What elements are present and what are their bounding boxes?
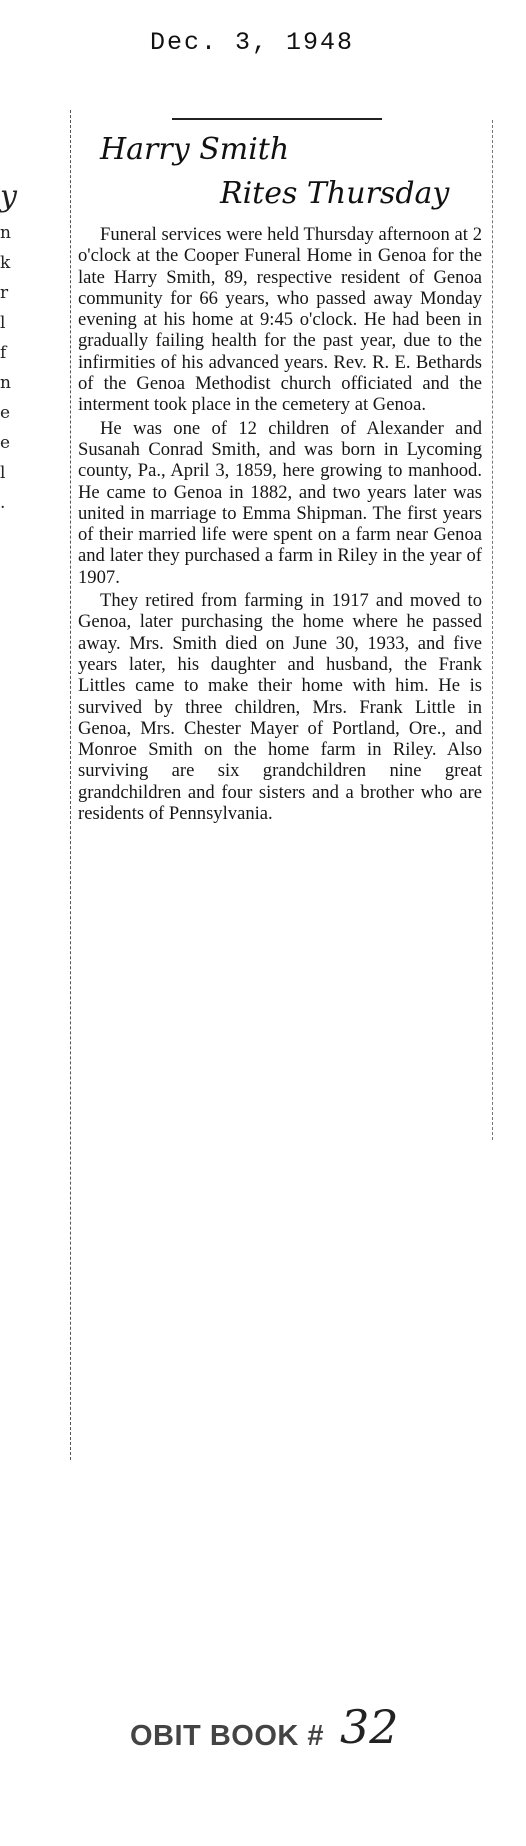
clipping-right-edge [492,120,494,1140]
headline-rule [172,118,382,120]
obit-book-stamp: OBIT BOOK # [130,1720,325,1752]
article-body [78,224,482,826]
headline-line-1: Harry Smith [100,132,290,167]
fragment-letter: n [0,223,11,243]
headline [76,128,496,216]
clipping-left-edge [70,110,72,1460]
date-stamp: Dec. 3, 1948 [150,28,355,57]
fragment-letter: l [0,313,6,333]
headline-line-2: Rites Thursday [220,176,450,211]
fragment-letter: r [0,283,9,303]
fragment-letter: f [0,343,7,363]
fragment-letter: e [0,433,11,453]
article-paragraph: Funeral services were held Thursday afternoon at 2 o'clock at the Cooper Funeral Home in Genoa for the late Harry Smith, 89, respective resident of Genoa community for 66 years, who passed away Monday evening at his home at 9:45 o'clock. He had been in gradually failing health for the past year, due to the infirmities of his advanced years. Rev. R. E. Bethards of the Genoa Methodist church officiated and the interment took place in the cemetery at Genoa. [78,224,482,416]
fragment-letter: e [0,403,11,423]
fragment-letter: y [0,179,17,214]
fragment-letter: n [0,373,11,393]
obit-book-number: 32 [340,1700,399,1754]
adjacent-column-fragment [0,176,20,518]
article-paragraph: They retired from farming in 1917 and moved to Genoa, later purchasing the home where he passed away. Mrs. Smith died on June 30, 1933, and five years later, his daughter and husband, the Frank Littles came to make their home with him. He is survived by three children, Mrs. Frank Little in Genoa, Mrs. Chester Mayer of Portland, Ore., and Monroe Smith on the home farm in Riley. Also surviving are six grandchildren nine great grandchildren and four sisters and a brother who are residents of Pennsylvania. [78,590,482,825]
fragment-letter: k [0,253,11,273]
fragment-letter: . [0,493,6,513]
article-paragraph: He was one of 12 children of Alexander and Susanah Conrad Smith, and was born in Lycoming county, Pa., April 3, 1859, here growing to manhood. He came to Genoa in 1882, and two years later was united in marriage to Emma Shipman. The first years of their married life were spent on a farm near Genoa and later they purchased a farm in Riley in the year of 1907. [78,417,482,588]
fragment-letter: l [0,463,6,483]
